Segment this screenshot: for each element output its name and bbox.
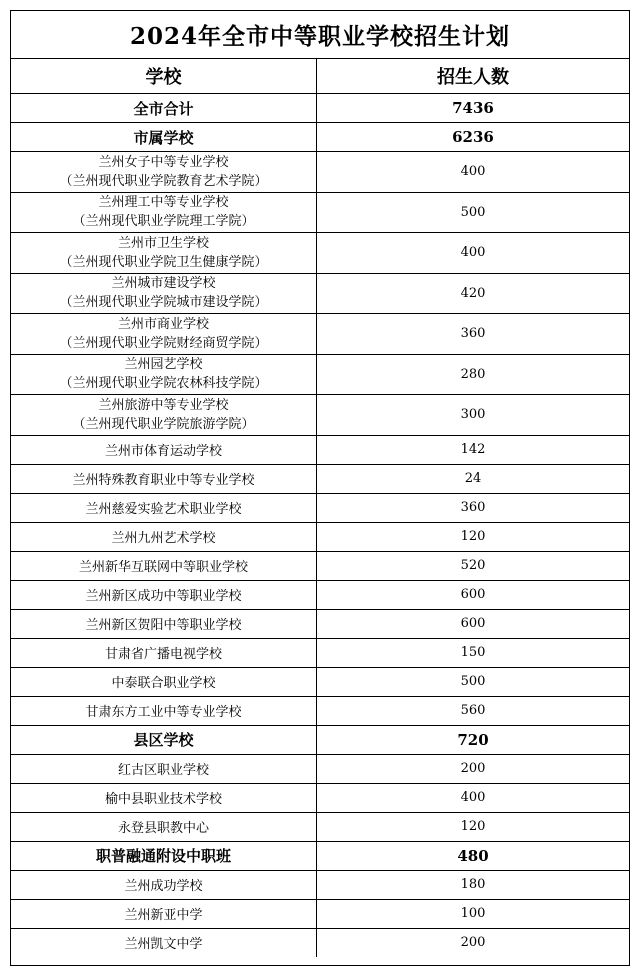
school-name: 兰州市卫生学校 xyxy=(117,235,209,251)
table-row xyxy=(11,314,629,355)
school-cell xyxy=(11,754,317,783)
school-cell xyxy=(11,841,317,870)
school-affiliation: （兰州现代职业学院理工学院） xyxy=(72,214,255,230)
school-cell xyxy=(11,638,317,667)
school-name: 兰州新亚中学 xyxy=(124,908,203,923)
school-affiliation: （兰州现代职业学院财经商贸学院） xyxy=(59,335,268,351)
school-cell xyxy=(11,667,317,696)
school-name: 兰州女子中等专业学校 xyxy=(98,154,229,170)
enrollment-count-cell: 420 xyxy=(317,273,630,314)
enrollment-table-sheet xyxy=(10,10,630,966)
table-row-subtotal xyxy=(11,123,629,152)
school-cell xyxy=(11,609,317,638)
school-name: 兰州理工中等专业学校 xyxy=(98,195,229,211)
school-cell xyxy=(11,870,317,899)
table-row xyxy=(11,696,629,725)
enrollment-count-cell: 360 xyxy=(317,314,630,355)
school-cell xyxy=(11,812,317,841)
school-name: 兰州特殊教育职业中等专业学校 xyxy=(72,473,255,488)
school-name: 兰州九州艺术学校 xyxy=(111,531,216,546)
enrollment-count-cell: 6236 xyxy=(317,123,630,152)
school-name: 永登县职教中心 xyxy=(117,821,209,836)
school-cell xyxy=(11,123,317,152)
table-row xyxy=(11,928,629,957)
table-row xyxy=(11,667,629,696)
school-name: 甘肃东方工业中等专业学校 xyxy=(85,705,242,720)
enrollment-count-cell: 480 xyxy=(317,841,630,870)
school-cell xyxy=(11,435,317,464)
table-row-subtotal xyxy=(11,94,629,123)
enrollment-count-cell: 400 xyxy=(317,152,630,193)
table-row xyxy=(11,493,629,522)
table-row xyxy=(11,522,629,551)
enrollment-count-cell: 600 xyxy=(317,609,630,638)
school-cell xyxy=(11,522,317,551)
school-cell xyxy=(11,551,317,580)
table-row xyxy=(11,395,629,436)
school-name: 兰州新区成功中等职业学校 xyxy=(85,589,242,604)
school-affiliation: （兰州现代职业学院卫生健康学院） xyxy=(59,254,268,270)
table-row xyxy=(11,870,629,899)
enrollment-count-cell: 560 xyxy=(317,696,630,725)
school-name: 红古区职业学校 xyxy=(117,763,209,778)
school-cell xyxy=(11,493,317,522)
table-row xyxy=(11,192,629,233)
school-affiliation: （兰州现代职业学院旅游学院） xyxy=(72,416,255,432)
school-name: 中泰联合职业学校 xyxy=(111,676,216,691)
school-name: 兰州市体育运动学校 xyxy=(104,444,222,459)
school-cell xyxy=(11,152,317,193)
school-affiliation: （兰州现代职业学院农林科技学院） xyxy=(59,376,268,392)
school-name: 职普融通附设中职班 xyxy=(95,847,231,865)
school-name: 兰州新区贺阳中等职业学校 xyxy=(85,618,242,633)
enrollment-count-cell: 120 xyxy=(317,812,630,841)
enrollment-count-cell: 100 xyxy=(317,899,630,928)
school-name: 兰州旅游中等专业学校 xyxy=(98,397,229,413)
school-name: 兰州成功学校 xyxy=(124,879,203,894)
enrollment-count-cell: 600 xyxy=(317,580,630,609)
enrollment-count-cell: 200 xyxy=(317,754,630,783)
enrollment-count-cell: 150 xyxy=(317,638,630,667)
enrollment-count-cell: 500 xyxy=(317,667,630,696)
table-row xyxy=(11,152,629,193)
school-cell xyxy=(11,314,317,355)
enrollment-count-cell: 120 xyxy=(317,522,630,551)
enrollment-count-cell: 7436 xyxy=(317,94,630,123)
table-header-row xyxy=(11,59,629,94)
enrollment-count-cell: 400 xyxy=(317,233,630,274)
table-row xyxy=(11,812,629,841)
table-row xyxy=(11,233,629,274)
school-cell xyxy=(11,783,317,812)
school-cell xyxy=(11,395,317,436)
table-row xyxy=(11,354,629,395)
school-cell xyxy=(11,725,317,754)
school-cell xyxy=(11,94,317,123)
table-row-subtotal xyxy=(11,841,629,870)
table-row xyxy=(11,580,629,609)
table-row xyxy=(11,273,629,314)
school-name: 兰州新华互联网中等职业学校 xyxy=(78,560,248,575)
header-school: 学校 xyxy=(11,59,317,94)
enrollment-count-cell: 300 xyxy=(317,395,630,436)
school-name: 市属学校 xyxy=(133,128,194,147)
school-cell xyxy=(11,464,317,493)
school-cell xyxy=(11,273,317,314)
table-row xyxy=(11,551,629,580)
enrollment-count-cell: 720 xyxy=(317,725,630,754)
school-cell xyxy=(11,233,317,274)
school-cell xyxy=(11,354,317,395)
table-row xyxy=(11,754,629,783)
school-name: 兰州园艺学校 xyxy=(124,357,203,373)
enrollment-count-cell: 500 xyxy=(317,192,630,233)
school-name: 兰州凯文中学 xyxy=(124,937,203,952)
table-row-subtotal xyxy=(11,725,629,754)
school-cell xyxy=(11,580,317,609)
school-cell xyxy=(11,899,317,928)
school-cell xyxy=(11,696,317,725)
enrollment-table xyxy=(11,59,629,957)
page-title: 2024年全市中等职业学校招生计划 xyxy=(11,11,629,59)
school-cell xyxy=(11,928,317,957)
table-row xyxy=(11,464,629,493)
school-name: 甘肃省广播电视学校 xyxy=(104,647,222,662)
table-row xyxy=(11,899,629,928)
enrollment-count-cell: 24 xyxy=(317,464,630,493)
enrollment-count-cell: 280 xyxy=(317,354,630,395)
school-name: 兰州市商业学校 xyxy=(117,316,209,332)
enrollment-count-cell: 200 xyxy=(460,935,486,950)
enrollment-count-cell: 360 xyxy=(317,493,630,522)
table-row xyxy=(11,435,629,464)
table-row xyxy=(11,783,629,812)
table-row xyxy=(11,638,629,667)
school-name: 榆中县职业技术学校 xyxy=(104,792,222,807)
enrollment-count-cell: 142 xyxy=(317,435,630,464)
enrollment-count-cell: 180 xyxy=(317,870,630,899)
school-name: 县区学校 xyxy=(133,731,194,749)
school-name: 兰州慈爱实验艺术职业学校 xyxy=(85,502,242,517)
school-name: 兰州城市建设学校 xyxy=(111,276,216,292)
enrollment-count-cell: 400 xyxy=(317,783,630,812)
table-row xyxy=(11,609,629,638)
school-cell xyxy=(11,192,317,233)
enrollment-count-cell: 520 xyxy=(317,551,630,580)
header-count: 招生人数 xyxy=(317,59,630,94)
school-affiliation: （兰州现代职业学院城市建设学院） xyxy=(59,295,268,311)
school-affiliation: （兰州现代职业学院教育艺术学院） xyxy=(59,173,268,189)
school-name: 全市合计 xyxy=(133,99,194,118)
